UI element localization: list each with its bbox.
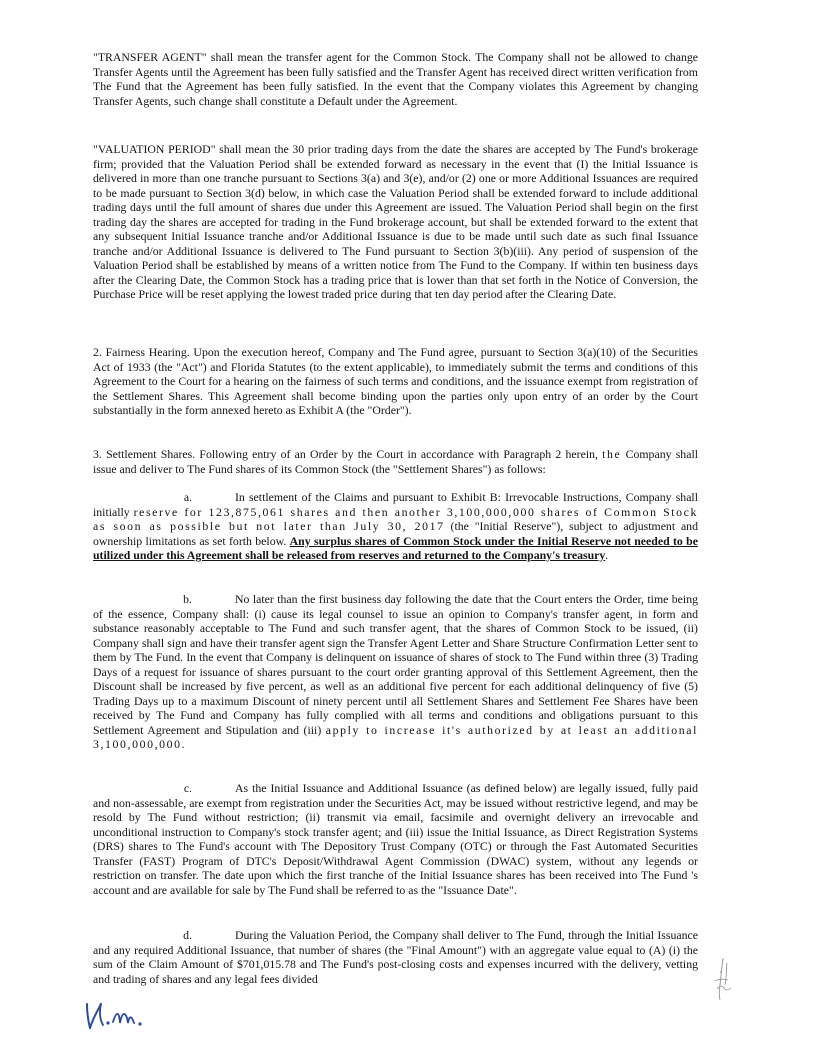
fairness-hearing-paragraph: 2. Fairness Hearing. Upon the execution hereof, Company and The Fund agree, pursuant to Section 3(a)(10) of the Securities Act of 1933 (the "Act") and Florida Statutes (to the extent applicable), to immediately submit the terms and conditions of this Agreement to the Court for a hearing on the fairness of such terms and conditions, and the issuance exempt from registration of the Settlement Shares. This Agreement shall become binding upon the parties only upon entry of an order by the Court substantially in the form annexed hereto as Exhibit A (the "Order"). — [93, 345, 698, 417]
transfer-agent-definition: "TRANSFER AGENT" shall mean the transfer agent for the Common Stock. The Company shall not be allowed to change Transfer Agents until the Agreement has been fully satisfied and the Transfer Agent has received direct written verification from The Fund that the Agreement has been fully satisfied. In the event that the Company violates this Agreement by changing Transfer Agents, such change shall constitute a Default under the Agreement. — [93, 50, 698, 108]
item-a-text-end: . — [605, 548, 609, 562]
item-b-paragraph — [93, 592, 698, 752]
item-b-text-spaced: apply to increase it's authorized by at least an additional 3,100,000,000. — [93, 722, 698, 751]
item-a-text-bold: Any surplus shares of Common Stock under the Initial Reserve not needed to be utilized under this Agreement shall be released from reserves and returned to the Company's treasury — [93, 533, 698, 562]
item-a-paragraph — [93, 490, 698, 563]
item-b-letter: b. — [183, 592, 192, 606]
item-c-text: As the Initial Issuance and Additional Issuance (as defined below) are legally issued, fully paid and non-assessable, are exempt from registration under the Securities Act, may be issued without restrictive legend, and may be resold by The Fund without restriction; (ii) transmit via email, facsimile and overnight delivery an irrevocable and unconditional instruction to Company's stock transfer agent; and (iii) issue the Initial Issuance, as Direct Registration Systems (DRS) shares to The Fund's account with The Depository Trust Company (OTC) or through the Fast Automated Securities Transfer (FAST) Program of DTC's Deposit/Withdrawal Agent Commission (DWAC) system, without any legends or restriction on transfer. The date upon which the first tranche of the Initial Issuance shares has been received into The Fund 's account and are available for sale by The Fund shall be referred to as the "Issuance Date". — [93, 781, 698, 897]
item-b-text-1: No later than the first business day following the date that the Court enters the Order, time being of the essence, Company shall: (i) cause its legal counsel to issue an opinion to Company's transfer agent, in form and substance reasonably acceptable to The Fund and such transfer agent, that the shares of Common Stock to be issued, (ii) Company shall sign and have their transfer agent sign the Transfer Agent Letter and Share Structure Confirmation Letter sent to them by The Fund. In the event that Company is delinquent on issuance of shares of stock to The Fund within three (3) Trading Days of a request for issuance of shares pursuant to the court order granting approval of this Settlement Agreement, then the Discount shall be increased by five percent, as well as an additional five percent for each additional delinquency of five (5) Trading Days up to a maximum Discount of ninety percent until all Settlement Shares and Settlement Fee Shares have been received by The Fund and Company has fully complied with all terms and conditions and obligations pursuant to this Settlement Agreement and Stipulation and (iii) — [93, 592, 698, 737]
item-c-letter: c. — [183, 781, 192, 795]
settlement-shares-text-a: 3. Settlement Shares. Following entry of an Order by the Court in accordance with Paragraph 2 herein, — [93, 447, 603, 461]
item-c-paragraph — [93, 781, 698, 897]
item-a-text-1: In settlement of the Claims and pursuant to Exhibit B: Irrevocable Instructions, Company shall initially — [93, 490, 698, 519]
margin-mark-icon — [709, 955, 735, 1003]
item-d-letter: d. — [183, 928, 192, 942]
item-a-text-2: (the "Initial Reserve"), subject to adjustment and ownership limitations as set forth below. — [93, 519, 698, 548]
settlement-shares-text-b: Company shall issue and deliver to The Fund shares of its Common Stock (the "Settlement Shares") as follows: — [93, 447, 698, 476]
item-d-paragraph — [93, 928, 698, 986]
handwritten-initials-icon — [82, 998, 152, 1034]
item-d-text: During the Valuation Period, the Company shall deliver to The Fund, through the Initial Issuance and any required Additional Issuance, that number of shares (the "Final Amount") with an aggregate value equal to (A) (i) the sum of the Claim Amount of $701,015.78 and The Fund's post-closing costs and expenses incurred with the delivery, vetting and trading of shares and any legal fees divided — [93, 928, 698, 986]
item-a-text-spaced: reserve for 123,875,061 shares and then another 3,100,000,000 shares of Common Stock as soon as possible but not later than July 30, 2017 — [93, 504, 698, 533]
valuation-period-definition: "VALUATION PERIOD" shall mean the 30 prior trading days from the date the shares are accepted by The Fund's brokerage firm; provided that the Valuation Period shall be extended forward as necessary in the event that (I) the Initial Issuance is delivered in more than one tranche pursuant to Sections 3(a) and 3(e), and/or (2) one or more Additional Issuances are required to be made pursuant to Section 3(d) below, in which case the Valuation Period shall be extended forward to include additional trading days until the full amount of shares due under this Agreement are issued. The Valuation Period shall begin on the first trading day the shares are accepted for trading in the Fund brokerage account, but shall be extended forward to the extent that any subsequent Initial Issuance tranche and/or Additional Issuance is due to be made until such date as such final Issuance tranche and/or Additional Issuance is delivered to The Fund pursuant to Section 3(b)(iii). Any period of suspension of the Valuation Period shall be established by means of a written notice from The Fund to the Company. If within ten business days after the Clearing Date, the Common Stock has a trading price that is lower than that set forth in the Notice of Conversion, the Purchase Price will be reset applying the lowest traded price during that ten day period after the Clearing Date. — [93, 142, 698, 301]
settlement-shares-text-spaced: the — [602, 447, 622, 461]
item-a-letter: a. — [183, 490, 192, 504]
settlement-shares-paragraph — [93, 447, 698, 476]
